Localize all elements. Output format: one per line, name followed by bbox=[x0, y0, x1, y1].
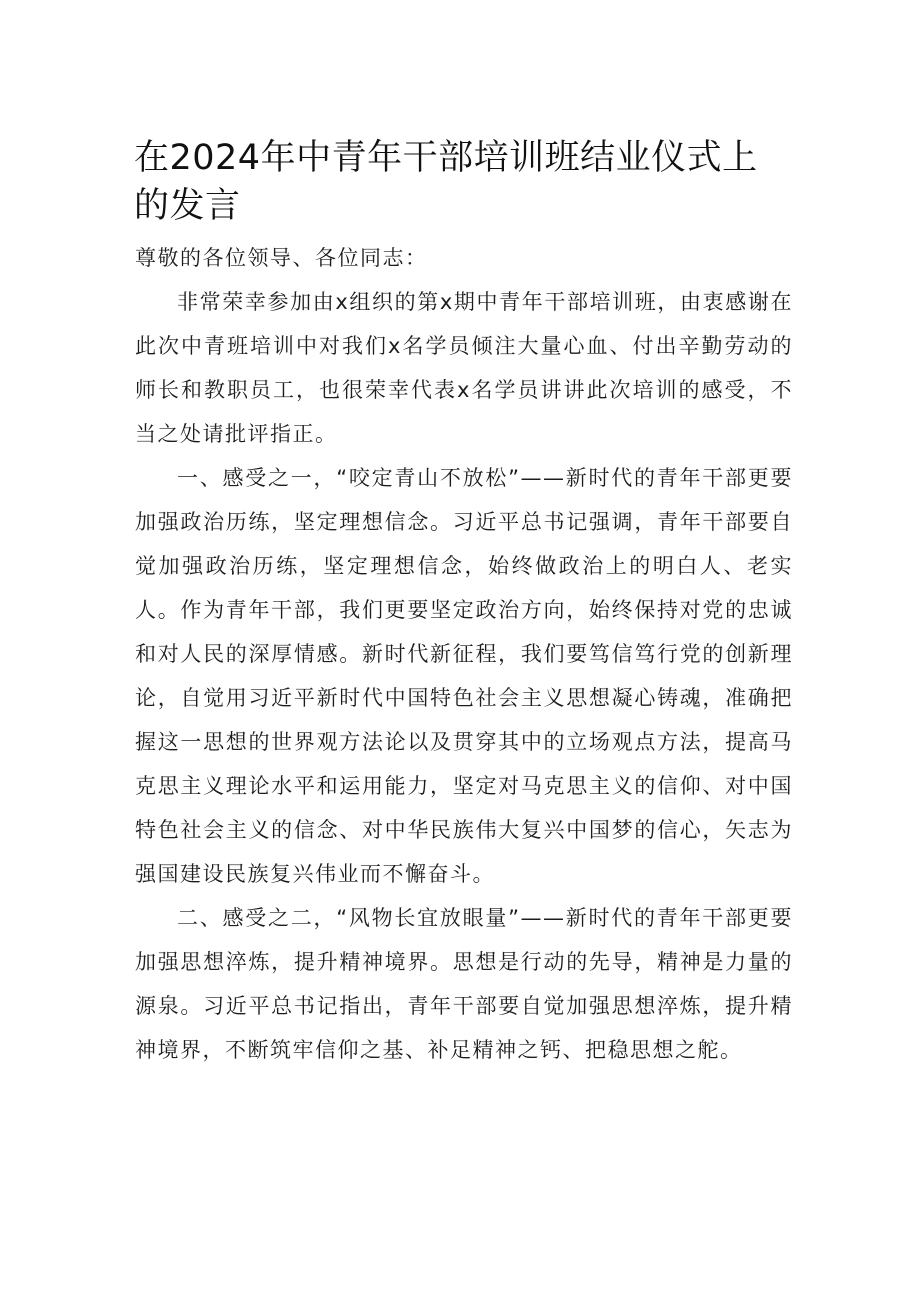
document-title: 在2024年中青年干部培训班结业仪式上的发言 bbox=[134, 138, 758, 226]
paragraph-feeling-one: 一、感受之一，“咬定青山不放松”——新时代的青年干部更要加强政治历练，坚定理想信念。习近平总书记强调，青年干部要自觉加强政治历练，坚定理想信念，始终做政治上的明白人、老实人。作为青年干部，我们更要坚定政治方向，始终保持对党的忠诚和对人民的深厚情感。新时代新征程，我们要笃信笃行党的创新理论，自觉用习近平新时代中国特色社会主义思想凝心铸魂，准确把握这一思想的世界观方法论以及贯穿其中的立场观点方法，提高马克思主义理论水平和运用能力，坚定对马克思主义的信仰、对中国特色社会主义的信念、对中华民族伟大复兴中国梦的信心，矢志为强国建设民族复兴伟业而不懈奋斗。 bbox=[135, 466, 793, 886]
document-body bbox=[135, 236, 793, 1072]
paragraph-intro: 非常荣幸参加由x组织的第x期中青年干部培训班，由衷感谢在此次中青班培训中对我们x名学员倾注大量心血、付出辛勤劳动的师长和教职员工，也很荣幸代表x名学员讲讲此次培训的感受，不当之处请批评指正。 bbox=[135, 290, 793, 446]
salutation: 尊敬的各位领导、各位同志： bbox=[135, 246, 428, 270]
paragraph-feeling-two: 二、感受之二，“风物长宜放眼量”——新时代的青年干部更要加强思想淬炼，提升精神境界。思想是行动的先导，精神是力量的源泉。习近平总书记指出，青年干部要自觉加强思想淬炼，提升精神境界，不断筑牢信仰之基、补足精神之钙、把稳思想之舵。 bbox=[135, 906, 793, 1062]
